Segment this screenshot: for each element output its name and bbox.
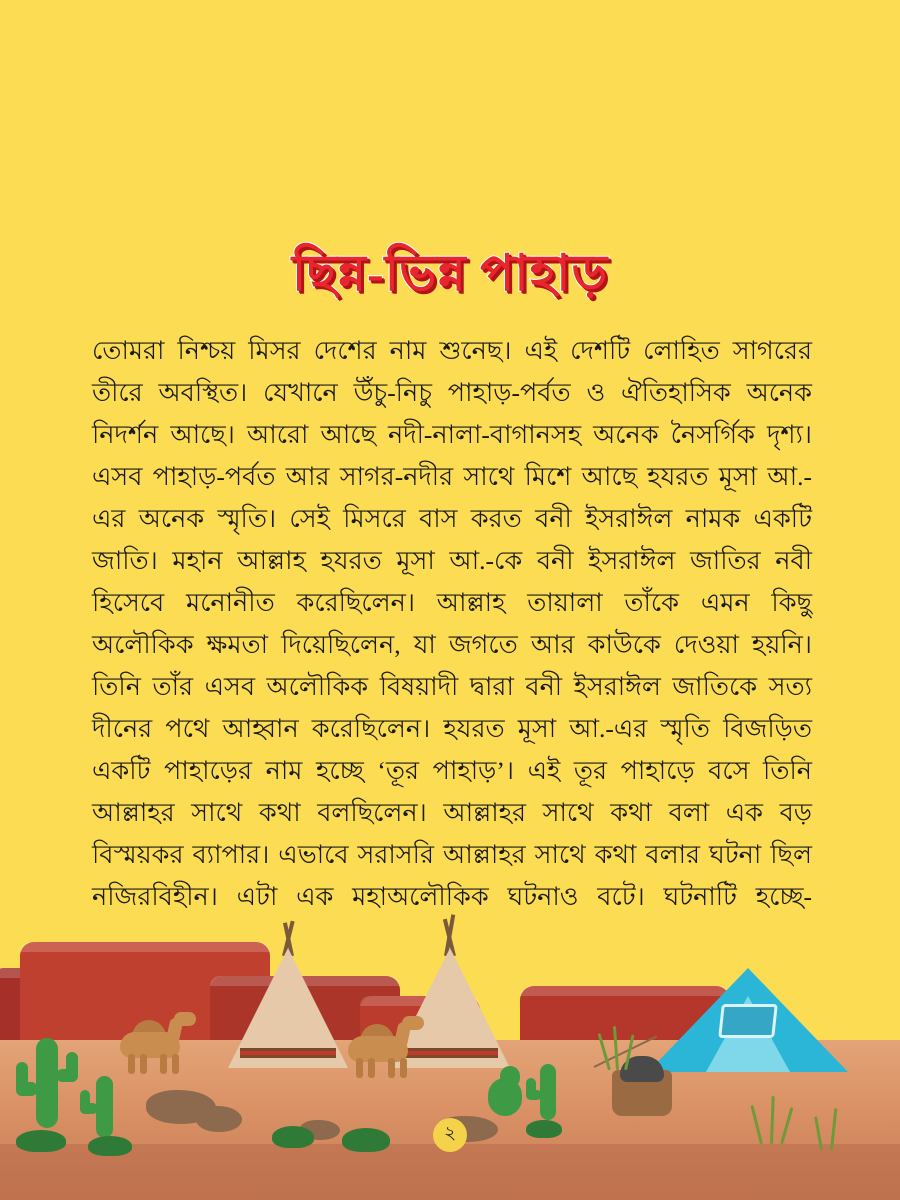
camel-leg [368,1058,375,1078]
camel-leg [160,1054,167,1074]
camel [110,1016,196,1074]
camel-leg [140,1054,147,1074]
teepee-decor-band [240,1048,336,1058]
cactus-arm [16,1062,28,1096]
ground-shadow-band [0,1144,900,1200]
page-title: ছিন্ন-ভিন্ন পাহাড় [291,245,609,301]
camel-leg [388,1058,395,1078]
chapter-title-container [0,236,900,319]
cactus [540,1064,556,1120]
body-paragraph: তোমরা নিশ্চয় মিসর দেশের নাম শুনেছ। এই দেশটি লোহিত সাগরের তীরে অবস্থিত। যেখানে উঁচু-নিচু পাহাড়-পর্বত ও ঐতিহাসিক অনেক নিদর্শন আছে। আরো আছে নদী-নালা-বাগানসহ অনেক নৈসর্গিক দৃশ্য। এসব পাহাড়-পর্বত আর সাগর-নদীর সাথে মিশে আছে হযরত মূসা আ.-এর অনেক স্মৃতি। সেই মিসরে বাস করত বনী ইসরাঈল নামক একটি জাতি। মহান আল্লাহ হযরত মূসা আ.-কে বনী ইসরাঈল জাতির নবী হিসেবে মনোনীত করেছিলেন। আল্লাহ তায়ালা তাঁকে এমন কিছু অলৌকিক ক্ষমতা দিয়েছিলেন, যা জগতে আর কাউকে দেওয়া হয়নি। তিনি তাঁর এসব অলৌকিক বিষয়াদী দ্বারা বনী ইসরাঈল জাতিকে সত্য দীনের পথে আহ্বান করেছিলেন। হযরত মূসা আ.-এর স্মৃতি বিজড়িত একটি পাহাড়ের নাম হচ্ছে ‘তূর পাহাড়’। এই তূর পাহাড়ে বসে তিনি আল্লাহর সাথে কথা বলছিলেন। আল্লাহর সাথে কথা বলা এক বড় বিস্ময়কর ব্যাপার। এভাবে সরাসরি আল্লাহর সাথে কথা বলার ঘটনা ছিল নজিরবিহীন। এটা এক মহাঅলৌকিক ঘটনাও বটে। ঘটনাটি হচ্ছে- [92,336,812,911]
cactus [96,1076,113,1138]
page-number: ২ [433,1118,467,1152]
desert-bush [88,1136,132,1156]
camel-head [174,1012,196,1026]
desert-bush [16,1130,66,1152]
cactus-arm [526,1078,536,1100]
cactus-arm [80,1090,90,1114]
cactus [36,1038,58,1128]
camel-leg [356,1058,363,1078]
camel-head [402,1016,424,1030]
camel [338,1020,424,1078]
cactus-arm [66,1052,78,1082]
desert-camp-illustration [0,900,900,1200]
camel-leg [128,1054,135,1074]
rock [196,1106,242,1132]
camel-leg [172,1054,179,1074]
cactus [500,1066,520,1088]
camel-leg [400,1058,407,1078]
desert-bush [526,1120,562,1138]
desert-bush [272,1126,314,1148]
tent-window [718,1004,778,1038]
desert-bush [342,1128,390,1152]
